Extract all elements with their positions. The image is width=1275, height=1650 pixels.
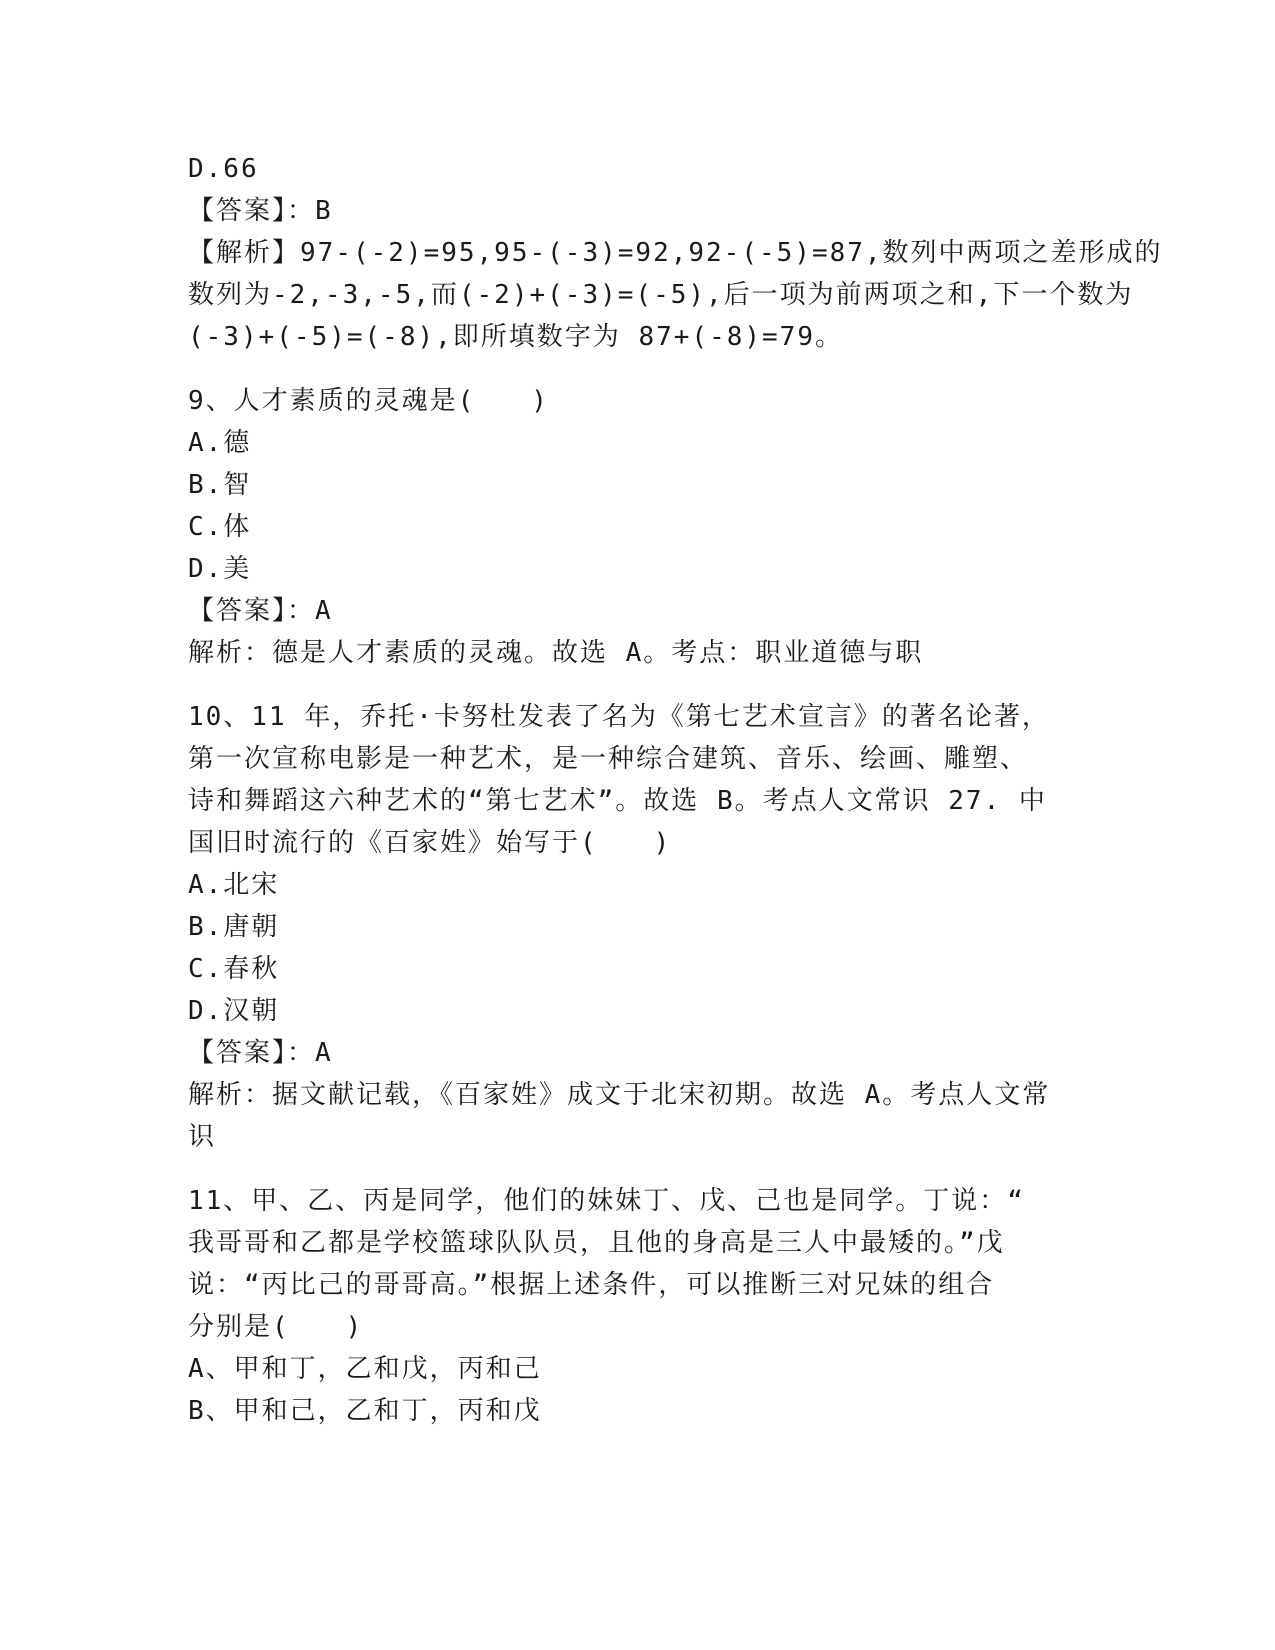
question-9: 9、人才素质的灵魂是( ) [188, 386, 549, 416]
question-11-line: 我哥哥和乙都是学校篮球队队员，且他的身高是三人中最矮的。”戊 [188, 1228, 1005, 1258]
explanation-line: (-3)+(-5)=(-8),即所填数字为 87+(-8)=79。 [188, 322, 843, 352]
question-11-line: 说：“丙比己的哥哥高。”根据上述条件，可以推断三对兄妹的组合 [188, 1270, 995, 1300]
option-d: D.美 [188, 554, 252, 584]
answer-line: 【答案】：A [188, 596, 333, 626]
question-10-line: 10、11 年，乔托·卡努杜发表了名为《第七艺术宣言》的著名论著， [188, 702, 1050, 732]
question-10-line: 国旧时流行的《百家姓》始写于( ) [188, 828, 672, 858]
option-a: A.北宋 [188, 870, 280, 900]
document-page [188, 148, 1163, 1432]
question-11-line: 11、甲、乙、丙是同学，他们的妹妹丁、戊、己也是同学。丁说：“ [188, 1186, 1025, 1216]
explanation-line: 【解析】97-(-2)=95,95-(-3)=92,92-(-5)=87,数列中两项之差形成的 [188, 238, 1163, 268]
answer-line: 【答案】：B [188, 196, 333, 226]
option-d: D.66 [188, 154, 259, 184]
question-10-line: 诗和舞蹈这六种艺术的“第七艺术”。故选 B。考点人文常识 27. 中 [188, 786, 1047, 816]
option-c: C.体 [188, 512, 252, 542]
explanation-line: 解析：据文献记载，《百家姓》成文于北宋初期。故选 A。考点人文常 [188, 1080, 1051, 1110]
option-a: A、甲和丁，乙和戊，丙和己 [188, 1354, 542, 1384]
option-a: A.德 [188, 428, 252, 458]
option-b: B.唐朝 [188, 912, 280, 942]
option-d: D.汉朝 [188, 996, 280, 1026]
answer-line: 【答案】：A [188, 1038, 333, 1068]
explanation-line: 数列为-2,-3,-5,而(-2)+(-3)=(-5),后一项为前两项之和,下一个数为 [188, 280, 1134, 310]
option-b: B.智 [188, 470, 252, 500]
option-c: C.春秋 [188, 954, 280, 984]
option-b: B、甲和己，乙和丁，丙和戊 [188, 1396, 542, 1426]
question-11-line: 分别是( ) [188, 1312, 364, 1342]
question-10-line: 第一次宣称电影是一种艺术，是一种综合建筑、音乐、绘画、雕塑、 [188, 744, 1029, 774]
explanation-line: 识 [188, 1122, 217, 1152]
explanation-line: 解析：德是人才素质的灵魂。故选 A。考点：职业道德与职 [188, 638, 924, 668]
